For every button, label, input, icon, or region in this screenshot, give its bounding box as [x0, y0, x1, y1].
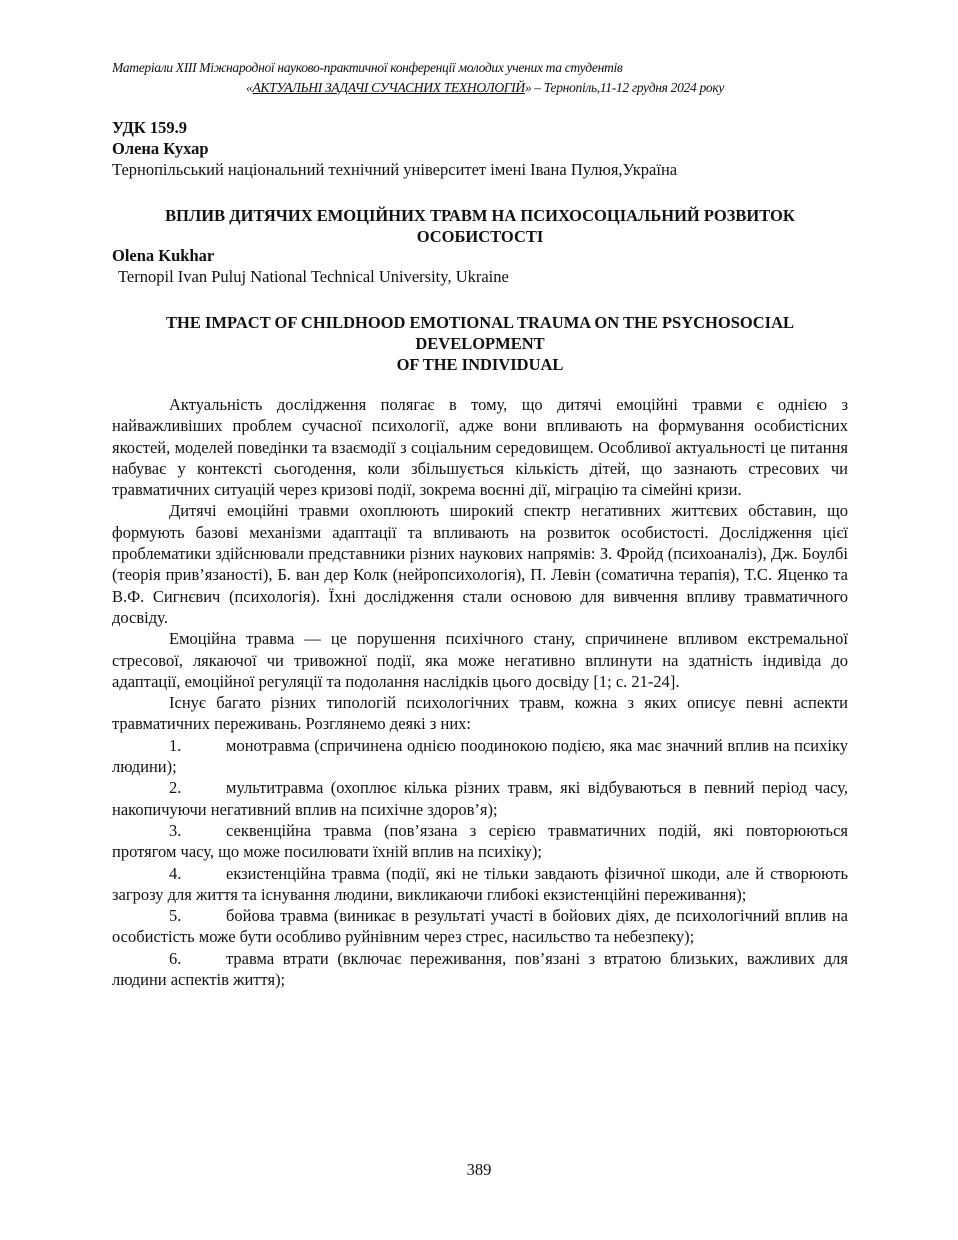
list-item: [112, 905, 848, 948]
body-paragraph: Актуальність дослідження полягає в тому, що дитячі емоційні травми є однією з найважливіших проблем сучасної психології, адже вони впливають на формування особистісних якостей, моделей поведінки та взаємодії з соціальним середовищем. Особливої актуальності це питання набуває у контексті сьогодення, коли збільшується кількість дітей, що зазнають стресових чи травматичних ситуацій через кризові події, зокрема воєнні дії, міграцію та сімейні кризи.: [112, 395, 848, 500]
list-item: [112, 735, 848, 778]
list-item-text: екзистенційна травма (події, які не тільки завдають фізичної шкоди, але й створюють загрозу для життя та існування людини, викликаючи глибокі екзистенційні переживання);: [112, 863, 848, 904]
list-item: [112, 948, 848, 991]
body-paragraph: Існує багато різних типологій психологічних травм, кожна з яких описує певні аспекти травматичних переживань. Розглянемо деякі з них:: [112, 693, 848, 734]
list-item-number: 6.: [169, 948, 182, 968]
author-name-en: Olena Kukhar: [112, 246, 215, 265]
header-line-2: [112, 78, 848, 98]
list-item: [112, 820, 848, 863]
title-uk-line: ОСОБИСТОСТІ: [416, 227, 544, 246]
list-item-number: 3.: [169, 820, 182, 840]
title-en-line: OF THE INDIVIDUAL: [396, 355, 564, 374]
list-item-text: монотравма (спричинена однією поодинокою подією, яка має значний вплив на психіку людини);: [112, 735, 848, 777]
title-en-line: DEVELOPMENT: [415, 334, 545, 353]
author-block-uk: [112, 117, 848, 180]
paper-title-uk: [112, 205, 848, 247]
body-paragraph: Емоційна травма — це порушення психічного стану, спричинене впливом екстремальної стресової, лякаючої чи тривожної події, яка може негативно вплинути на здатність індивіда до адаптації, емоційної регуляції та подолання наслідків цього досвіду [1; с. 21-24].: [112, 629, 848, 691]
list-item-number: 5.: [169, 906, 182, 926]
page-number: 389: [466, 1160, 492, 1179]
article-body: [112, 394, 848, 990]
list-item-text: секвенційна травма (пов’язана з серією травматичних подій, які повторюються протягом часу, що може посилювати їхній вплив на психіку);: [112, 820, 848, 862]
list-item-number: 2.: [169, 778, 182, 798]
affiliation-uk: Тернопільський національний технічний університет імені Івана Пулюя,Україна: [112, 160, 678, 179]
list-item: [112, 777, 848, 820]
author-name-uk: Олена Кухар: [112, 139, 209, 158]
list-item-number: 1.: [169, 735, 182, 755]
paper-title-en: [112, 312, 848, 375]
header-place-date: » – Тернопіль,11-12 грудня 2024 року: [524, 80, 725, 95]
header-line-1: Матеріали XIII Міжнародної науково-практичної конференції молодих учених та студентів: [112, 60, 623, 75]
list-item: [112, 863, 848, 906]
title-uk-line: ВПЛИВ ДИТЯЧИХ ЕМОЦІЙНИХ ТРАВМ НА ПСИХОСОЦІАЛЬНИЙ РОЗВИТОК: [165, 206, 795, 225]
list-item-text: мультитравма (охоплює кілька різних травм, які відбуваються в певний період часу, накопичуючи негативний вплив на психічне здоров’я);: [112, 778, 848, 819]
udk-code: УДК 159.9: [112, 118, 188, 137]
running-header: [112, 58, 848, 98]
title-en-line: THE IMPACT OF CHILDHOOD EMOTIONAL TRAUMA ON THE PSYCHOSOCIAL: [166, 313, 794, 332]
header-quote-open: «: [246, 80, 253, 95]
list-item-number: 4.: [169, 863, 182, 883]
list-item-text: бойова травма (виникає в результаті участі в бойових діях, де психологічний вплив на особистість може бути особливо руйнівним через стрес, насильство та небезпеку);: [112, 906, 848, 947]
body-paragraph: Дитячі емоційні травми охоплюють широкий спектр негативних життєвих обставин, що формують базові механізми адаптації та впливають на розвиток особистості. Дослідження цієї проблематики здійснювали представники різних наукових напрямів: З. Фройд (психоаналіз), Дж. Боулбі (теорія прив’язаності), Б. ван дер Колк (нейропсихологія), П. Левін (соматична терапія), Т.С. Яценко та В.Ф. Сигнєвич (психологія). Їхні дослідження стали основою для вивчення впливу травматичного досвіду.: [112, 501, 848, 627]
list-item-text: травма втрати (включає переживання, пов’язані з втратою близьких, важливих для людини аспектів життя);: [112, 948, 848, 990]
author-block-en: [112, 245, 848, 287]
conference-name: АКТУАЛЬНІ ЗАДАЧІ СУЧАСНИХ ТЕХНОЛОГІЙ: [252, 80, 525, 95]
affiliation-en: Ternopil Ivan Puluj National Technical University, Ukraine: [118, 267, 509, 286]
